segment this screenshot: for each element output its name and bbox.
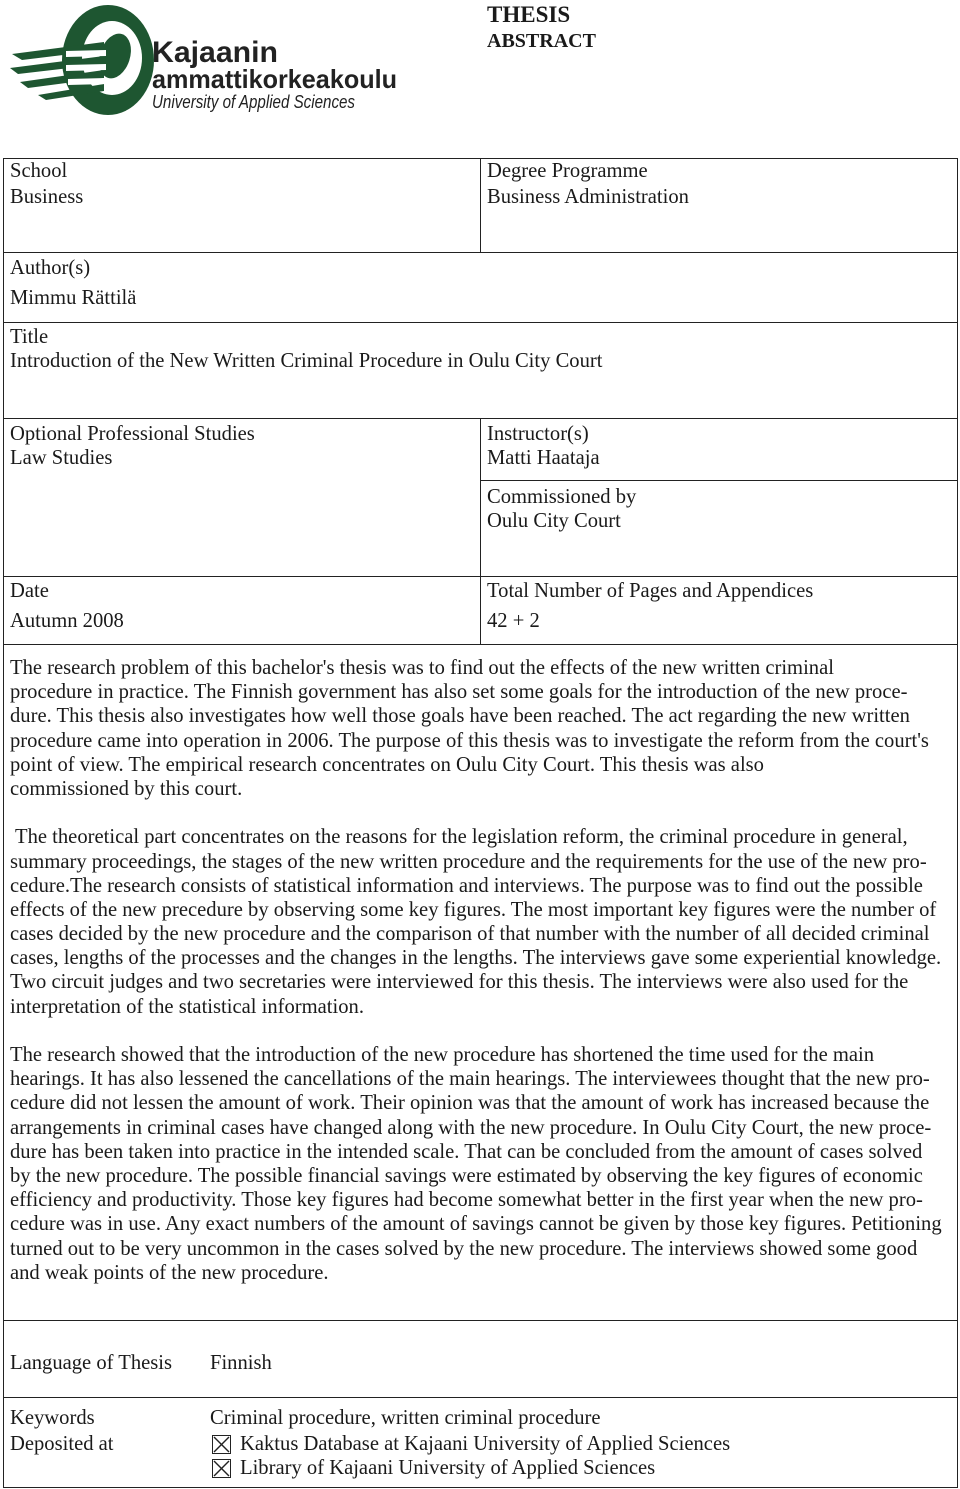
abstract-line: commissioned by this court.	[10, 777, 243, 800]
checkbox-cross-icon	[213, 1436, 230, 1453]
keywords-value: Criminal procedure, written criminal procedure	[210, 1407, 601, 1429]
deposit-option-label: Library of Kajaani University of Applied Sciences	[240, 1457, 656, 1479]
abstract-line: The research problem of this bachelor's thesis was to find out the effects of the new written criminal	[10, 657, 834, 679]
date-label: Date	[10, 580, 49, 602]
abstract-line: The theoretical part concentrates on the reasons for the legislation reform, the criminal procedure in general,	[15, 826, 908, 849]
abstract-line: procedure in practice. The Finnish government has also set some goals for the introduction of the new proce-	[10, 681, 908, 704]
table-rule	[3, 1487, 958, 1488]
logo-text-ammattikorkeakoulu: ammattikorkeakoulu	[152, 64, 397, 94]
table-rule	[3, 644, 958, 645]
table-rule	[3, 322, 958, 323]
abstract-line: procedure came into operation in 2006. The purpose of this thesis was to investigate the reform from the court's	[10, 729, 929, 752]
abstract-line: arrangements in criminal cases have changed along with the new procedure. In Oulu City Court, the new proce-	[10, 1116, 932, 1139]
pages-value: 42 + 2	[487, 610, 540, 632]
abstract-line: summary proceedings, the stages of the new written procedure and the requirements for the use of the new pro-	[10, 850, 927, 873]
abstract-paragraph	[10, 1043, 954, 1285]
commissioned-by-label: Commissioned by	[487, 486, 637, 508]
abstract-line: The research showed that the introduction of the new procedure has shortened the time used for the main	[10, 1044, 875, 1066]
optional-studies-value: Law Studies	[10, 447, 113, 469]
checkbox-cross-icon	[213, 1460, 230, 1477]
abstract-paragraph	[10, 656, 954, 801]
logo-text-university: University of Applied Sciences	[152, 92, 355, 112]
date-value: Autumn 2008	[10, 610, 124, 632]
abstract-body	[10, 656, 954, 1309]
abstract-line: dure has been taken into practice in the intended scale. That can be concluded from the amount of cases solved	[10, 1140, 923, 1163]
table-rule	[480, 418, 481, 644]
abstract-line: turned out to be very uncommon in the cases solved by the new procedure. The interviews showed some good	[10, 1237, 918, 1260]
language-label: Language of Thesis	[10, 1352, 173, 1374]
deposit-checkbox	[212, 1435, 231, 1454]
deposit-checkbox	[212, 1459, 231, 1478]
instructors-label: Instructor(s)	[487, 423, 589, 445]
title-label: Title	[10, 326, 49, 348]
abstract-line: Two circuit judges and two secretaries were interviewed for this thesis. The interviews were also used for the	[10, 971, 909, 994]
table-rule	[3, 1320, 958, 1321]
document-subtitle: ABSTRACT	[487, 30, 596, 52]
logo-emblem-icon	[10, 5, 154, 115]
abstract-line: cases decided by the new procedure and the comparison of that number with the number of all decided criminal	[10, 923, 930, 946]
abstract-line: cases, lengths of the processes and the changes in the lengths. The interviews gave some experiential knowledge.	[10, 947, 942, 970]
instructors-value: Matti Haataja	[487, 447, 600, 469]
deposited-label: Deposited at	[10, 1433, 114, 1455]
abstract-line: cedure did not lessen the amount of work. Their opinion was that the amount of work has increased because the	[10, 1092, 930, 1115]
abstract-line: and weak points of the new procedure.	[10, 1261, 329, 1284]
school-label: School	[10, 160, 68, 182]
commissioned-by-value: Oulu City Court	[487, 510, 621, 532]
keywords-label: Keywords	[10, 1407, 95, 1429]
table-rule	[957, 158, 958, 1488]
table-rule	[480, 158, 481, 252]
abstract-line: dure. This thesis also investigates how well those goals have been reached. The act regarding the new written	[10, 705, 910, 728]
document-title: THESIS	[487, 2, 571, 27]
abstract-line: effects of the new precedure by observing some key figures. The most important key figures were the number of	[10, 898, 937, 921]
abstract-line: cedure was in use. Any exact numbers of the amount of savings cannot be given by those key figures. Petitioning	[10, 1213, 942, 1236]
authors-value: Mimmu Rättilä	[10, 287, 137, 309]
university-logo	[8, 2, 400, 120]
deposit-option-label: Kaktus Database at Kajaani University of Applied Sciences	[240, 1433, 731, 1455]
abstract-line: by the new procedure. The possible financial savings were estimated by observing the key figures of economic	[10, 1164, 923, 1187]
language-value: Finnish	[210, 1352, 272, 1374]
abstract-line: interpretation of the statistical information.	[10, 995, 364, 1018]
table-rule	[480, 480, 958, 481]
authors-label: Author(s)	[10, 257, 91, 279]
degree-programme-value: Business Administration	[487, 186, 689, 208]
degree-programme-label: Degree Programme	[487, 160, 648, 182]
abstract-line: point of view. The empirical research concentrates on Oulu City Court. This thesis was also	[10, 753, 764, 776]
optional-studies-label: Optional Professional Studies	[10, 423, 255, 445]
pages-label: Total Number of Pages and Appendices	[487, 580, 814, 602]
table-rule	[3, 158, 4, 1488]
abstract-line: hearings. It has also lessened the cancellations of the main hearings. The interviewees thought that the new pro-	[10, 1068, 930, 1091]
abstract-line: efficiency and productivity. Those key figures had become somewhat better in the first year when the new pro-	[10, 1189, 923, 1212]
logo-text-kajaanin: Kajaanin	[152, 36, 278, 69]
table-rule	[3, 1397, 958, 1398]
abstract-paragraph	[10, 825, 954, 1019]
abstract-line: cedure.The research consists of statistical information and interviews. The purpose was to find out the possible	[10, 874, 923, 897]
title-value: Introduction of the New Written Criminal Procedure in Oulu City Court	[10, 350, 603, 372]
table-rule	[3, 252, 958, 253]
school-value: Business	[10, 186, 84, 208]
